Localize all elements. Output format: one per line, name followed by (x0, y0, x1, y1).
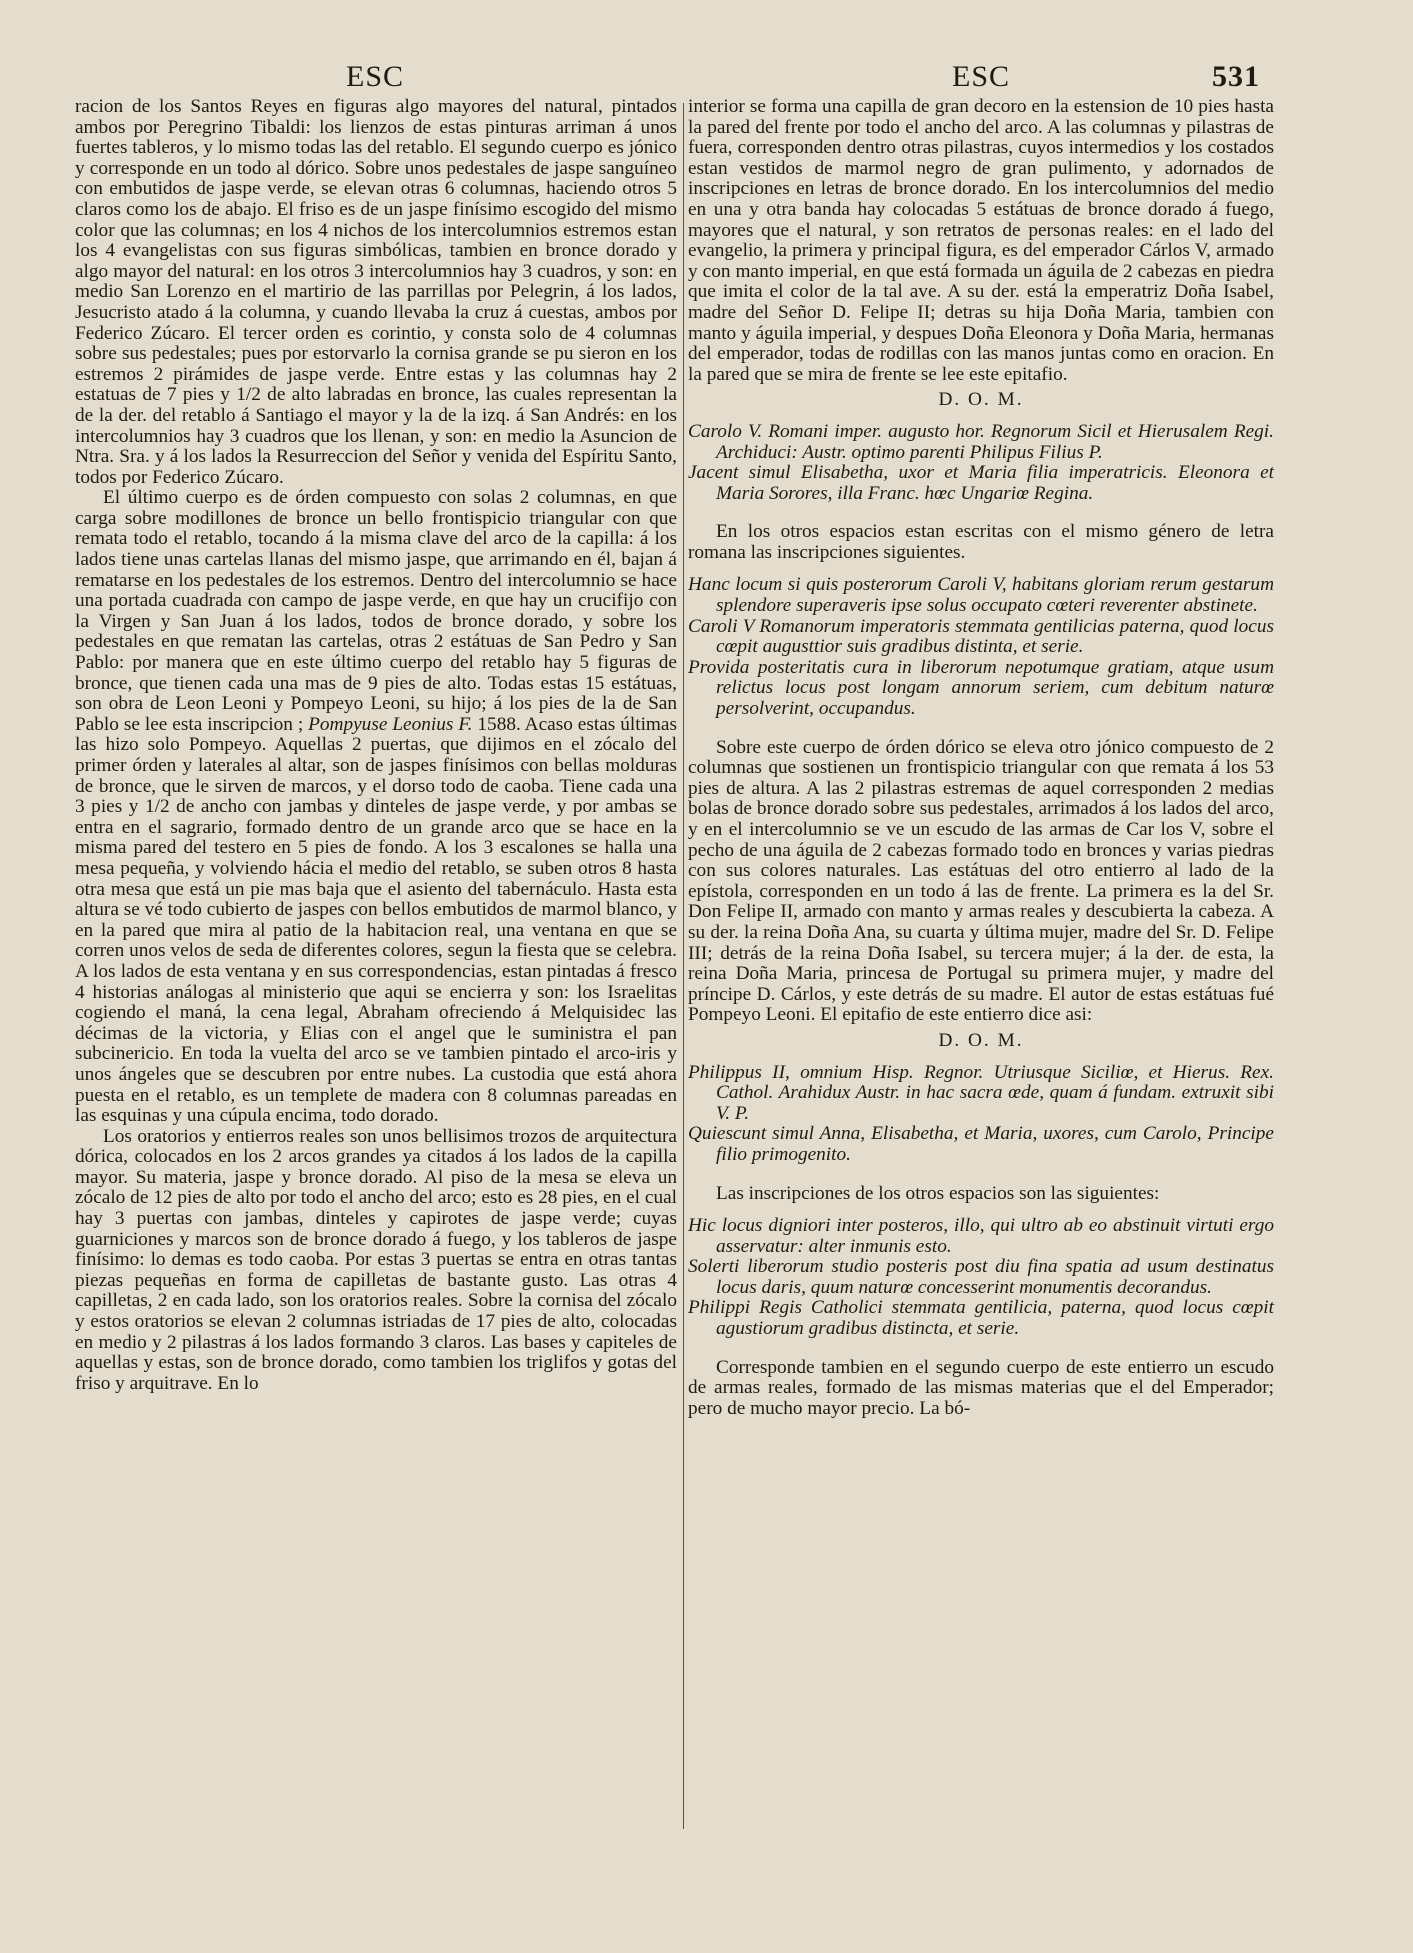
inscription: Philippi Regis Catholici stemmata gentilicia, paterna, quod locus cœpit agustiorum gradibus distincta, et serie. (688, 1297, 1274, 1340)
inscription: Hanc locum si quis posterorum Caroli V, habitans gloriam rerum gestarum splendore superaveris ipse solus occupato cœteri reverenter abstinete. (688, 574, 1274, 617)
left-column (75, 97, 677, 1394)
paragraph (75, 488, 677, 1126)
paragraph: Corresponde tambien en el segundo cuerpo de este entierro un escudo de armas reales, formado de las mismas materias que el del Emperador; pero de mucho mayor precio. La bó- (688, 1356, 1274, 1419)
running-header-right: ESC (952, 60, 1011, 93)
inscription: Solerti liberorum studio posteris post diu fina spatia ad usum destinatus locus daris, quum naturœ concesserint monumentis decorandus. (688, 1256, 1274, 1298)
epitaph-line: Carolo V. Romani imper. augusto hor. Regnorum Sicil et Hierusalem Regi. Archiduci: Austr. optimo parenti Philipus Filius P. (688, 420, 1274, 463)
dedication-heading: D. O. M. (938, 1029, 1024, 1051)
signature-inscription: Pompyuse Leonius F. (308, 713, 473, 735)
page-number: 531 (1212, 60, 1260, 93)
epitaph-line: Philippus II, omnium Hisp. Regnor. Utriusque Siciliœ, et Hierus. Rex. Cathol. Arahidux Austr. in hac sacra œde, quam á fundam. extruxit sibi V. P. (688, 1061, 1274, 1124)
right-column (688, 97, 1274, 1419)
paragraph: interior se forma una capilla de gran decoro en la estension de 10 pies hasta la pared del frente por todo el ancho del arco. A las columnas y pilastras de fuera, corresponden dentro otras pilastras, cuyos intermedios y los costados estan vestidos de marmol negro de gran pulimento, y adornados de inscripciones en letras de bronce dorado. En los intercolumnios del medio en una y otra banda hay colocadas 5 estátuas de bronce dorado á fuego, mayores que el natural, y son retratos de personas reales: en el lado del evangelio, la primera y principal figura, es del emperador Cárlos V, armado y con manto imperial, en que está formada un águila de 2 cabezas en piedra que imita el color de la tal ave. A su der. está la emperatriz Doña Isabel, madre del Señor D. Felipe II; detras su hija Doña Maria, tambien con manto y águila imperial, y despues Doña Eleonora y Doña Maria, hermanas del emperador, todas de rodillas con las manos juntas como en oracion. En la pared que se mira de frente se lee este epitafio. (688, 96, 1274, 385)
column-divider (683, 103, 684, 1829)
paragraph: Los oratorios y entierros reales son unos bellisimos trozos de arquitectura dórica, colocados en los 2 arcos grandes ya citados á los lados de la capilla mayor. Su materia, jaspe y bronce dorado. Al piso de la mesa se eleva un zócalo de 12 pies de alto por todo el ancho del arco; esto es 28 pies, en el cual hay 3 puertas con jambas, dinteles y capirotes de jaspe verde; cuyas guarniciones y marcos son de bronce dorado á fuego, y los tableros de jaspe finísimo: lo demas es todo caoba. Por estas 3 puertas se entra en otras tantas piezas pequeñas en forma de capilletas de bastante gusto. Las otras 4 capilletas, 2 en cada lado, son los oratorios reales. Sobre la cornisa del zócalo y estos oratorios se elevan 2 columnas istriadas de 17 pies de alto, colocadas en medio y 2 pilastras á los lados formando 3 claros. Las bases y capiteles de aquellas y estas, son de bronce dorado, como tambien los triglifos y gotas del friso y arquitrave. En lo (75, 1125, 677, 1394)
epitaph-line: Jacent simul Elisabetha, uxor et Maria filia imperatricis. Eleonora et Maria Sorores, illa Franc. hœc Ungariœ Regina. (688, 462, 1274, 504)
paragraph: Sobre este cuerpo de órden dórico se eleva otro jónico compuesto de 2 columnas que sostienen un frontispicio triangular con que remata á los 53 pies de altura. A las 2 pilastras estremas de aquel corresponden 2 medias bolas de bronce dorado sobre sus pedestales, arrimados á los lados del arco, y en el intercolumnio se ve un escudo de las armas de Car los V, sobre el pecho de una águila de 2 cabezas formado todo en bronces y varias piedras con sus colores naturales. Las estátuas del otro entierro al lado de la epístola, corresponden en un todo á las de frente. La primera es la del Sr. Don Felipe II, armado con manto y armas reales y descubierta la cabeza. A su der. la reina Doña Ana, su cuarta y última mujer, madre del Sr. D. Felipe III; detrás de la reina Doña Isabel, su tercera mujer; á la der. de esta, la reina Doña Maria, princesa de Portugal su primera mujer, y madre del príncipe D. Cárlos, y este detrás de su madre. El autor de estas estátuas fué Pompeyo Leoni. El epitafio de este entierro dice asi: (688, 736, 1274, 1026)
running-header-left: ESC (346, 60, 405, 93)
paragraph: En los otros espacios estan escritas con el mismo género de letra romana las inscripciones siguientes. (688, 521, 1274, 563)
inscription: Provida posteritatis cura in liberorum nepotumque gratiam, atque usum relictus locus post longam annorum seriem, cum debitum naturœ persolverint, occupandus. (688, 656, 1274, 720)
epitaph-line: Quiescunt simul Anna, Elisabetha, et Maria, uxores, cum Carolo, Principe filio primogenito. (688, 1123, 1274, 1165)
dedication-heading: D. O. M. (938, 389, 1024, 411)
paragraph-text: El último cuerpo es de órden compuesto con solas 2 columnas, en que carga sobre modillones de bronce un bello frontispicio triangular con que remata todo el retablo, tocando á la misma clave del arco de la capilla: á los lados tiene unas cartelas llanas del mismo jaspe, que arrimando en él, bajan á rematarse en los pedestales de los estremos. Dentro del intercolumnio se hace una portada cuadrada con campo de jaspe verde, en que hay un crucifijo con la Virgen y San Juan á los lados, todos de bronce dorado, y sobre los pedestales en que rematan las cartelas, otras 2 estátuas de San Pedro y San Pablo: por manera que en este último cuerpo del retablo hay 5 figuras de bronce, que tienen cada una mas de 9 pies de alto. Todas estas 15 estátuas, son obra de Leon Leoni y Pompeyo Leoni, su hijo; á los pies de la de San Pablo se lee esta inscripcion ; (75, 487, 677, 735)
paragraph: Las inscripciones de los otros espacios son las siguientes: (716, 1182, 1160, 1204)
inscription: Caroli V Romanorum imperatoris stemmata gentilicias paterna, quod locus cœpit augusttior suis gradibus distinta, et serie. (688, 615, 1274, 658)
paragraph-text: 1588. Acaso estas últimas las hizo solo Pompeyo. Aquellas 2 puertas, que dijimos en el zócalo del primer órden y laterales al altar, son de jaspes finísimos con bellas molduras de bronce, que le sirven de marcos, y el dorso todo de caoba. Tiene cada una 3 pies y 1/2 de ancho con jambas y dinteles de jaspe verde, y por ambas se entra en el sagrario, formado dentro de un grande arco que se hace en la misma pared del testero en 5 pies de fondo. A los 3 escalones se halla una mesa pequeña, y volviendo hácia el medio del retablo, se suben otros 8 hasta otra mesa que está un pie mas baja que el asiento del tabernáculo. Hasta esta altura se vé todo cubierto de jaspes con bellos embutidos de marmol blanco, y en la pared que mira al patio de la habitacion real, una ventana en que se corren unos velos de seda de diferentes colores, segun la fiesta que se celebra. A los lados de esta ventana y en sus correspondencias, estan pintadas á fresco 4 historias análogas al ministerio que aqui se encierra y son: los Israelitas cogiendo el maná, la cena legal, Abraham ofreciendo á Melquisidec las décimas de la victoria, y Elias con el angel que le suministra el pan subcinericio. En toda la vuelta del arco se ve tambien pintado el arco-iris y unos ángeles que se descubren por entre nubes. La custodia que está ahora puesta en el retablo, es un templete de madera con 8 columnas pareadas en las esquinas y una cúpula encima, todo dorado. (75, 713, 677, 1127)
paragraph: racion de los Santos Reyes en figuras algo mayores del natural, pintados ambos por Peregrino Tibaldi: los lienzos de estas pinturas arriman á unos fuertes tableros, y lo mismo todas las del retablo. El segundo cuerpo es jónico y corresponde en un todo al dórico. Sobre unos pedestales de jaspe sanguíneo con embutidos de jaspe verde, se elevan otras 6 columnas, haciendo otros 5 claros como los de abajo. El friso es de un jaspe finísimo escogido del mismo color que las columnas; en los 4 nichos de los intercolumnios estremos estan los 4 evangelistas con sus figuras simbólicas, tambien en bronce dorado y algo mayor del natural: en los otros 3 intercolumnios hay 3 cuadros, y son: en medio San Lorenzo en el martirio de las parrillas por Pelegrin, á los lados, Jesucristo atado á la columna, y cuando llevaba la cruz á cuestas, ambos por Federico Zúcaro. El tercer orden es corintio, y consta solo de 4 columnas sobre sus pedestales; pues por estorvarlo la cornisa grande se pu sieron en los estremos 2 pirámides de jaspe verde. Entre estas y las columnas hay 2 estatuas de 7 pies y 1/2 de alto labradas en bronce, las cuales representan la de la der. del retablo á Santiago el mayor y la de la izq. á San Andrés: en los intercolumnios hay 3 cuadros que los llenan, y son: en medio la Asuncion de Ntra. Sra. y á los lados la Resurreccion del Señor y venida del Espíritu Santo, todos por Federico Zúcaro. (75, 96, 677, 488)
inscription: Hic locus digniori inter posteros, illo, qui ultro ab eo abstinuit virtuti ergo asservatur: alter inmunis esto. (688, 1215, 1274, 1257)
